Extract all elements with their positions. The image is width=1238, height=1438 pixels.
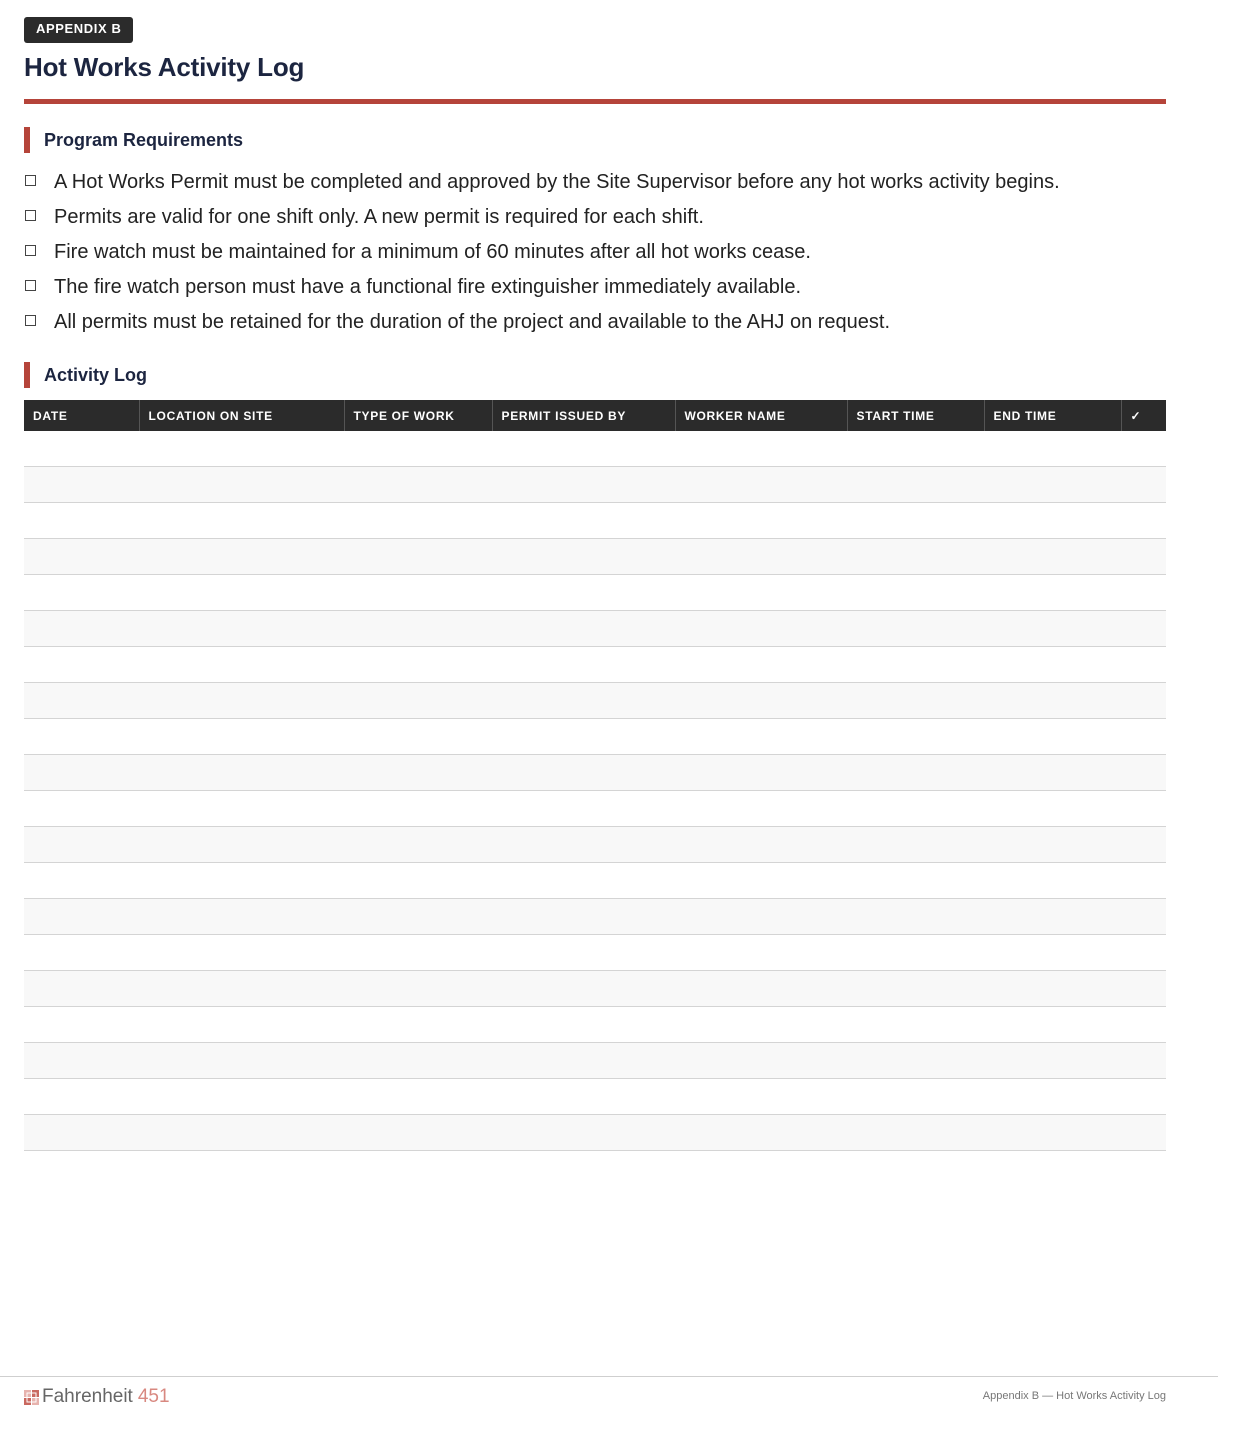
table-cell[interactable] [675,431,847,467]
table-cell[interactable] [847,611,984,647]
table-row [24,719,1166,755]
column-header-start-time: START TIME [847,400,984,431]
table-cell[interactable] [1121,935,1166,971]
table-cell[interactable] [675,971,847,1007]
table-cell[interactable] [1121,1079,1166,1115]
requirement-text: The fire watch person must have a functional fire extinguisher immediately available. [54,276,802,298]
table-cell[interactable] [139,539,344,575]
table-cell[interactable] [492,1007,675,1043]
brand-logo [24,1385,170,1409]
table-cell[interactable] [139,683,344,719]
table-cell[interactable] [344,1115,492,1151]
table-cell[interactable] [675,503,847,539]
table-cell[interactable] [847,647,984,683]
column-header-end-time: END TIME [984,400,1121,431]
table-cell[interactable] [24,899,139,935]
table-cell[interactable] [1121,575,1166,611]
table-cell[interactable] [344,899,492,935]
table-cell[interactable] [847,503,984,539]
table-row [24,1079,1166,1115]
table-row [24,647,1166,683]
title-divider [24,99,1166,104]
table-row [24,539,1166,575]
table-cell[interactable] [847,791,984,827]
table-cell[interactable] [847,755,984,791]
table-cell[interactable] [24,935,139,971]
table-cell[interactable] [675,683,847,719]
table-cell[interactable] [139,935,344,971]
requirement-text: A Hot Works Permit must be completed and approved by the Site Supervisor before any hot works activity begins. [54,171,1060,193]
table-cell[interactable] [492,611,675,647]
appendix-badge: APPENDIX B [24,17,133,43]
activity-log-table [24,400,1166,1151]
table-cell[interactable] [492,1079,675,1115]
table-row [24,683,1166,719]
table-cell[interactable] [984,467,1121,503]
table-row [24,1043,1166,1079]
table-cell[interactable] [24,611,139,647]
column-header-worker-name: WORKER NAME [675,400,847,431]
table-cell[interactable] [984,971,1121,1007]
table-cell[interactable] [492,1115,675,1151]
table-cell[interactable] [24,827,139,863]
table-cell[interactable] [492,503,675,539]
table-cell[interactable] [139,791,344,827]
table-cell[interactable] [675,935,847,971]
table-row [24,1007,1166,1043]
table-cell[interactable] [1121,611,1166,647]
table-cell[interactable] [1121,719,1166,755]
table-cell[interactable] [847,863,984,899]
table-cell[interactable] [139,1115,344,1151]
table-row [24,431,1166,467]
checkbox-icon[interactable] [25,280,36,291]
table-cell[interactable] [984,1007,1121,1043]
table-cell[interactable] [139,647,344,683]
table-row [24,791,1166,827]
table-cell[interactable] [24,575,139,611]
table-cell[interactable] [344,575,492,611]
table-cell[interactable] [139,971,344,1007]
table-cell[interactable] [675,539,847,575]
table-cell[interactable] [984,683,1121,719]
table-cell[interactable] [984,755,1121,791]
table-cell[interactable] [847,539,984,575]
table-cell[interactable] [675,791,847,827]
table-cell[interactable] [984,935,1121,971]
table-cell[interactable] [984,863,1121,899]
table-cell[interactable] [675,467,847,503]
table-cell[interactable] [847,935,984,971]
table-cell[interactable] [675,1043,847,1079]
table-cell[interactable] [344,791,492,827]
table-cell[interactable] [344,683,492,719]
table-cell[interactable] [24,467,139,503]
table-cell[interactable] [1121,539,1166,575]
table-cell[interactable] [675,719,847,755]
brand-mark-icon [24,1390,39,1405]
table-cell[interactable] [675,1079,847,1115]
table-cell[interactable] [492,899,675,935]
table-cell[interactable] [492,791,675,827]
table-cell[interactable] [1121,863,1166,899]
table-cell[interactable] [847,1079,984,1115]
table-cell[interactable] [139,467,344,503]
table-header-row [24,400,1166,431]
table-cell[interactable] [24,503,139,539]
table-cell[interactable] [492,863,675,899]
column-header-date: DATE [24,400,139,431]
table-cell[interactable] [492,575,675,611]
table-cell[interactable] [847,575,984,611]
table-cell[interactable] [139,1043,344,1079]
table-cell[interactable] [847,683,984,719]
table-row [24,827,1166,863]
table-row [24,575,1166,611]
table-cell[interactable] [344,611,492,647]
table-cell[interactable] [344,935,492,971]
table-cell[interactable] [24,1115,139,1151]
table-cell[interactable] [344,719,492,755]
table-cell[interactable] [984,899,1121,935]
footer-caption: Appendix B — Hot Works Activity Log [982,1390,1166,1402]
table-cell[interactable] [1121,431,1166,467]
table-cell[interactable] [847,1115,984,1151]
table-cell[interactable] [1121,827,1166,863]
column-header-location: LOCATION ON SITE [139,400,344,431]
table-cell[interactable] [675,863,847,899]
checkbox-icon[interactable] [25,175,36,186]
table-cell[interactable] [24,755,139,791]
table-cell[interactable] [492,539,675,575]
table-cell[interactable] [24,791,139,827]
table-cell[interactable] [24,1007,139,1043]
table-cell[interactable] [344,755,492,791]
table-row [24,611,1166,647]
table-cell[interactable] [344,503,492,539]
table-cell[interactable] [344,647,492,683]
table-cell[interactable] [344,1079,492,1115]
table-cell[interactable] [344,827,492,863]
table-cell[interactable] [847,899,984,935]
table-cell[interactable] [344,1007,492,1043]
table-cell[interactable] [24,1043,139,1079]
table-cell[interactable] [492,467,675,503]
table-cell[interactable] [24,971,139,1007]
table-cell[interactable] [24,431,139,467]
column-header-permit-issued-by: PERMIT ISSUED BY [492,400,675,431]
column-header-check: ✓ [1121,400,1166,431]
table-cell[interactable] [675,755,847,791]
table-cell[interactable] [1121,1115,1166,1151]
table-row [24,899,1166,935]
table-cell[interactable] [24,719,139,755]
table-cell[interactable] [847,1043,984,1079]
table-cell[interactable] [984,1079,1121,1115]
table-cell[interactable] [139,1079,344,1115]
table-row [24,503,1166,539]
table-cell[interactable] [984,611,1121,647]
requirement-text: Permits are valid for one shift only. A new permit is required for each shift. [54,206,704,228]
table-cell[interactable] [139,827,344,863]
requirement-text: Fire watch must be maintained for a minimum of 60 minutes after all hot works cease. [54,241,811,263]
page-title: Hot Works Activity Log [24,52,305,82]
table-cell[interactable] [1121,791,1166,827]
table-cell[interactable] [492,755,675,791]
column-header-type-of-work: TYPE OF WORK [344,400,492,431]
table-cell[interactable] [1121,899,1166,935]
checkbox-icon[interactable] [25,315,36,326]
table-cell[interactable] [24,647,139,683]
table-cell[interactable] [1121,971,1166,1007]
table-cell[interactable] [492,827,675,863]
table-cell[interactable] [492,935,675,971]
table-row [24,467,1166,503]
table-cell[interactable] [344,467,492,503]
section-heading-activity-log: Activity Log [24,362,147,388]
table-cell[interactable] [139,719,344,755]
table-cell[interactable] [24,1079,139,1115]
table-cell[interactable] [847,1007,984,1043]
footer-divider [0,1376,1218,1377]
table-cell[interactable] [847,827,984,863]
table-cell[interactable] [1121,755,1166,791]
table-cell[interactable] [492,683,675,719]
table-cell[interactable] [492,431,675,467]
table-cell[interactable] [675,611,847,647]
table-cell[interactable] [1121,647,1166,683]
table-cell[interactable] [139,755,344,791]
table-cell[interactable] [1121,467,1166,503]
table-cell[interactable] [675,575,847,611]
table-cell[interactable] [492,647,675,683]
table-row [24,935,1166,971]
table-cell[interactable] [344,1043,492,1079]
table-cell[interactable] [675,899,847,935]
table-cell[interactable] [139,575,344,611]
table-cell[interactable] [847,719,984,755]
table-body [24,431,1166,1151]
table-cell[interactable] [984,539,1121,575]
table-cell[interactable] [675,1115,847,1151]
table-cell[interactable] [24,539,139,575]
table-cell[interactable] [984,827,1121,863]
table-cell[interactable] [1121,1007,1166,1043]
table-cell[interactable] [139,863,344,899]
checkbox-icon[interactable] [25,245,36,256]
table-cell[interactable] [1121,683,1166,719]
table-cell[interactable] [1121,1043,1166,1079]
table-cell[interactable] [984,1115,1121,1151]
table-cell[interactable] [139,503,344,539]
table-cell[interactable] [344,863,492,899]
table-cell[interactable] [984,1043,1121,1079]
table-cell[interactable] [344,539,492,575]
table-cell[interactable] [984,791,1121,827]
table-cell[interactable] [492,971,675,1007]
table-cell[interactable] [984,719,1121,755]
table-cell[interactable] [344,971,492,1007]
table-cell[interactable] [1121,503,1166,539]
table-cell[interactable] [344,431,492,467]
table-cell[interactable] [984,431,1121,467]
table-cell[interactable] [139,1007,344,1043]
table-cell[interactable] [675,1007,847,1043]
table-row [24,755,1166,791]
table-cell[interactable] [984,503,1121,539]
requirement-text: All permits must be retained for the duration of the project and available to the AHJ on request. [54,311,891,333]
table-cell[interactable] [984,575,1121,611]
table-cell[interactable] [847,431,984,467]
table-cell[interactable] [847,971,984,1007]
table-cell[interactable] [847,467,984,503]
table-cell[interactable] [139,611,344,647]
checkbox-icon[interactable] [25,210,36,221]
table-row [24,971,1166,1007]
brand-number: 451 [137,1386,170,1407]
table-cell[interactable] [24,863,139,899]
table-cell[interactable] [675,827,847,863]
table-row [24,1115,1166,1151]
table-cell[interactable] [492,719,675,755]
table-cell[interactable] [139,431,344,467]
table-cell[interactable] [984,647,1121,683]
table-row [24,863,1166,899]
table-cell[interactable] [675,647,847,683]
table-cell[interactable] [492,1043,675,1079]
table-cell[interactable] [139,899,344,935]
brand-name: Fahrenheit [42,1386,133,1407]
table-cell[interactable] [24,683,139,719]
section-heading-requirements: Program Requirements [24,127,243,153]
